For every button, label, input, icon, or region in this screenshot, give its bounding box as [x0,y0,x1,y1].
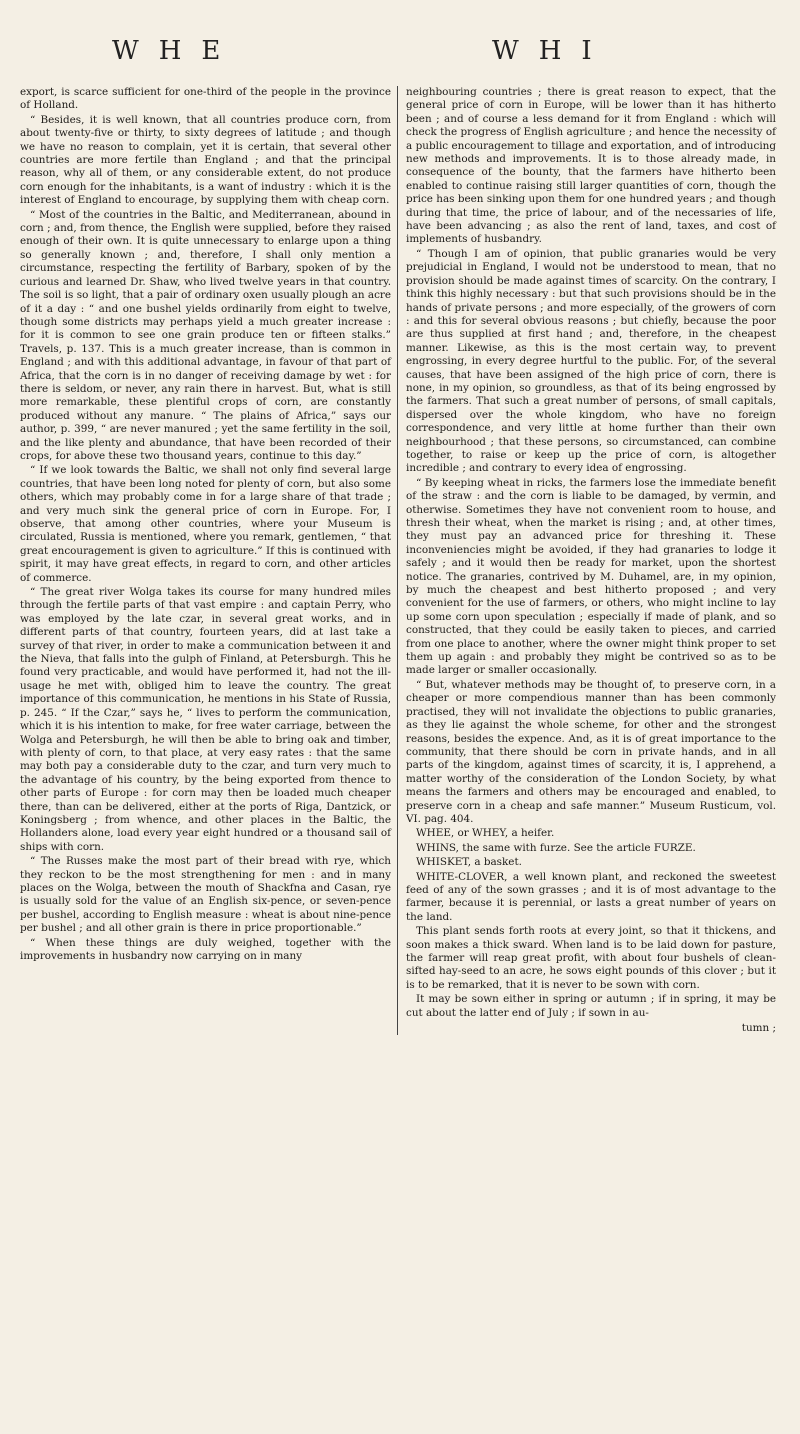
paragraph: neighbouring countries ; there is great reason to expect, that the general price of corn in Europe, will be lower than it has hitherto been ; and of course a less demand for it from England : which will check the progress of English agriculture ; and hence the necessity of a public encouragement to tillage and exportation, and of introducing new methods and improvements. It is to those already made, in consequence of the bounty, that the farmers have hitherto been enabled to continue raising still larger quantities of corn, though the price has been sinking upon them for one hundred years ; and though during that time, the price of labour, and of the necessaries of life, have been advancing ; as also the rent of land, taxes, and cost of implements of husbandry. [406,86,776,246]
paragraph: “ If we look towards the Baltic, we shall not only find several large countries, that have been long noted for plenty of corn, but also some others, which may probably come in for a large share of that trade ; and very much sink the general price of corn in Europe. For, I observe, that among other countries, where your Museum is circulated, Russia is mentioned, where you remark, gentlemen, “ that great encouragement is given to agriculture.” If this is continued with spirit, it may have great effects, in regard to corn, and other articles of commerce. [20,464,391,584]
paragraph: “ But, whatever methods may be thought of, to preserve corn, in a cheaper or more compendious manner than has been commonly practised, they will not invalidate the objections to public granaries, as they lie against the whole scheme, for other and the strongest reasons, besides the expence. And, as it is of great importance to the community, that there should be corn in private hands, and in all parts of the kingdom, against times of scarcity, it is, I apprehend, a matter worthy of the consideration of the London Society, by what means the farmers and others may be encouraged and enabled, to preserve corn in a cheap and safe manner.” Museum Rusticum, vol. VI. pag. 404. [406,678,776,825]
left-column [20,86,398,1035]
running-head-right: WHI [492,36,612,66]
right-column [398,86,776,1035]
paragraph: export, is scarce sufficient for one-third of the people in the province of Holland. [20,86,391,112]
paragraph: This plant sends forth roots at every joint, so that it thickens, and soon makes a thick sward. When land is to be laid down for pasture, the farmer will reap great profit, with about four bushels of clean-sifted hay-seed to an acre, he sows eight pounds of this clover ; but it is to be remarked, that it is never to be sown with corn. [406,925,776,991]
dictionary-entry: WHEE, or WHEY, a heifer. [416,827,555,840]
running-head-left: WHE [112,36,241,66]
dictionary-entry: WHITE-CLOVER, a well known plant, and reckoned the sweetest feed of any of the sown grasses ; and it is of most advantage to the farmer, because it is perennial, or lasts a great number of years on the land. [406,870,776,923]
paragraph: “ Most of the countries in the Baltic, and Mediterranean, abound in corn ; and, from thence, the English were supplied, before they raised enough of their own. It is quite unnecessary to enlarge upon a thing so generally known ; and, therefore, I shall only mention a circumstance, respecting the fertility of Barbary, spoken of by the curious and learned Dr. Shaw, who lived twelve years in that country. The soil is so light, that a pair of ordinary oxen usually plough an acre of it a day : “ and one bushel yields ordinarily from eight to twelve, though some districts may perhaps yield a much greater increase : for it is common to see one grain produce ten or fifteen stalks.” Travels, p. 137. This is a much greater increase, than is common in England ; and with this additional advantage, in favour of that part of Africa, that the corn is in no danger of receiving damage by wet : for there is seldom, or never, any rain there in harvest. But, what is still more remarkable, these plentiful crops of corn, are constantly produced without any manure. “ The plains of Africa,” says our author, p. 399, “ are never manured ; yet the same fertility in the soil, and the like plenty and abundance, that have been recorded of their crops, for above these two thousand years, continue to this day.” [20,208,391,462]
paragraph: “ By keeping wheat in ricks, the farmers lose the immediate benefit of the straw : and the corn is liable to be damaged, by vermin, and otherwise. Sometimes they have not convenient room to house, and thresh their wheat, when the market is rising ; and, at other times, they must pay an advanced price for threshing it. These inconveniencies might be avoided, if they had granaries to lodge it safely ; and it would then be ready for market, upon the shortest notice. The granaries, contrived by M. Duhamel, are, in my opinion, by much the cheapest and best hitherto proposed ; and very convenient for the use of farmers, or others, who might incline to lay up some corn upon speculation ; especially if made of plank, and so constructed, that they could be easily taken to pieces, and carried from one place to another, where the owner might think proper to set them up again : and probably they might be contrived so as to be made larger or smaller occasionally. [406,476,776,677]
dictionary-entry: WHINS, the same with furze. See the article FURZE. [416,841,696,854]
paragraph: “ When these things are duly weighed, together with the improvements in husbandry now carrying on in many [20,936,391,962]
paragraph: “ Besides, it is well known, that all countries produce corn, from about twenty-five or thirty, to sixty degrees of latitude ; and though we have no reason to complain, yet it is certain, that several other countries are more fertile than England ; and that the principal reason, why all of them, or any considerable extent, do not produce corn enough for the inhabitants, is a want of industry : which it is the interest of England to encourage, by supplying them with cheap corn. [20,113,391,207]
text-columns [20,86,780,1035]
paragraph: It may be sown either in spring or autumn ; if in spring, it may be cut about the latter end of July ; if sown in au- [406,993,776,1019]
paragraph: “ The great river Wolga takes its course for many hundred miles through the fertile parts of that vast empire : and captain Perry, who was employed by the late czar, in several great works, and in different parts of that country, fourteen years, did at last take a survey of that river, in order to make a communication between it and the Nieva, that falls into the gulph of Finland, at Petersburgh. This he found very practicable, and would have performed it, had not the ill-usage he met with, obliged him to leave the country. The great importance of this communication, he mentions in his State of Russia, p. 245. “ If the Czar,” says he, “ lives to perform the communication, which it is his intention to make, for free water carriage, between the Wolga and Petersburgh, he will then be able to bring oak and timber, with plenty of corn, to that place, at very easy rates : that the same may both pay a considerable duty to the czar, and turn very much to the advantage of his country, by the being exported from thence to other parts of Europe : for corn may then be loaded much cheaper there, than can be delivered, either at the ports of Riga, Dantzick, or Koningsberg ; from whence, and other places in the Baltic, the Hollanders alone, load every year eight hundred or a thousand sail of ships with corn. [20,586,391,853]
paragraph: “ Though I am of opinion, that public granaries would be very prejudicial in England, I would not be understood to mean, that no provision should be made against times of scarcity. On the contrary, I think this highly necessary : but that such provisions should be in the hands of private persons ; and more especially, of the growers of corn : and this for several obvious reasons ; but chiefly, because the poor are thus supplied at first hand ; and, therefore, in the cheapest manner. Likewise, as this is the most certain way, to prevent engrossing, in every degree hurtful to the public. For, of the several causes, that have been assigned of the high price of corn, there is none, in my opinion, so groundless, as that of its being engrossed by the farmers. That such a great number of persons, of small capitals, dispersed over the whole kingdom, who have no foreign correspondence, and very little at home further than their own neighbourhood ; that these persons, so circumstanced, can combine together, to raise or keep up the price of corn, is altogether incredible ; and contrary to every idea of engrossing. [406,247,776,475]
dictionary-entry: WHISKET, a basket. [416,856,522,869]
paragraph: “ The Russes make the most part of their bread with rye, which they reckon to be the most strengthening for men : and in many places on the Wolga, between the mouth of Shackfna and Casan, rye is usually sold for the value of an English six-pence, or seven-pence per bushel, according to English measure : wheat is about nine-pence per bushel ; and all other grain is there in price proportionable.” [20,855,391,935]
catchword: tumn ; [741,1022,776,1035]
